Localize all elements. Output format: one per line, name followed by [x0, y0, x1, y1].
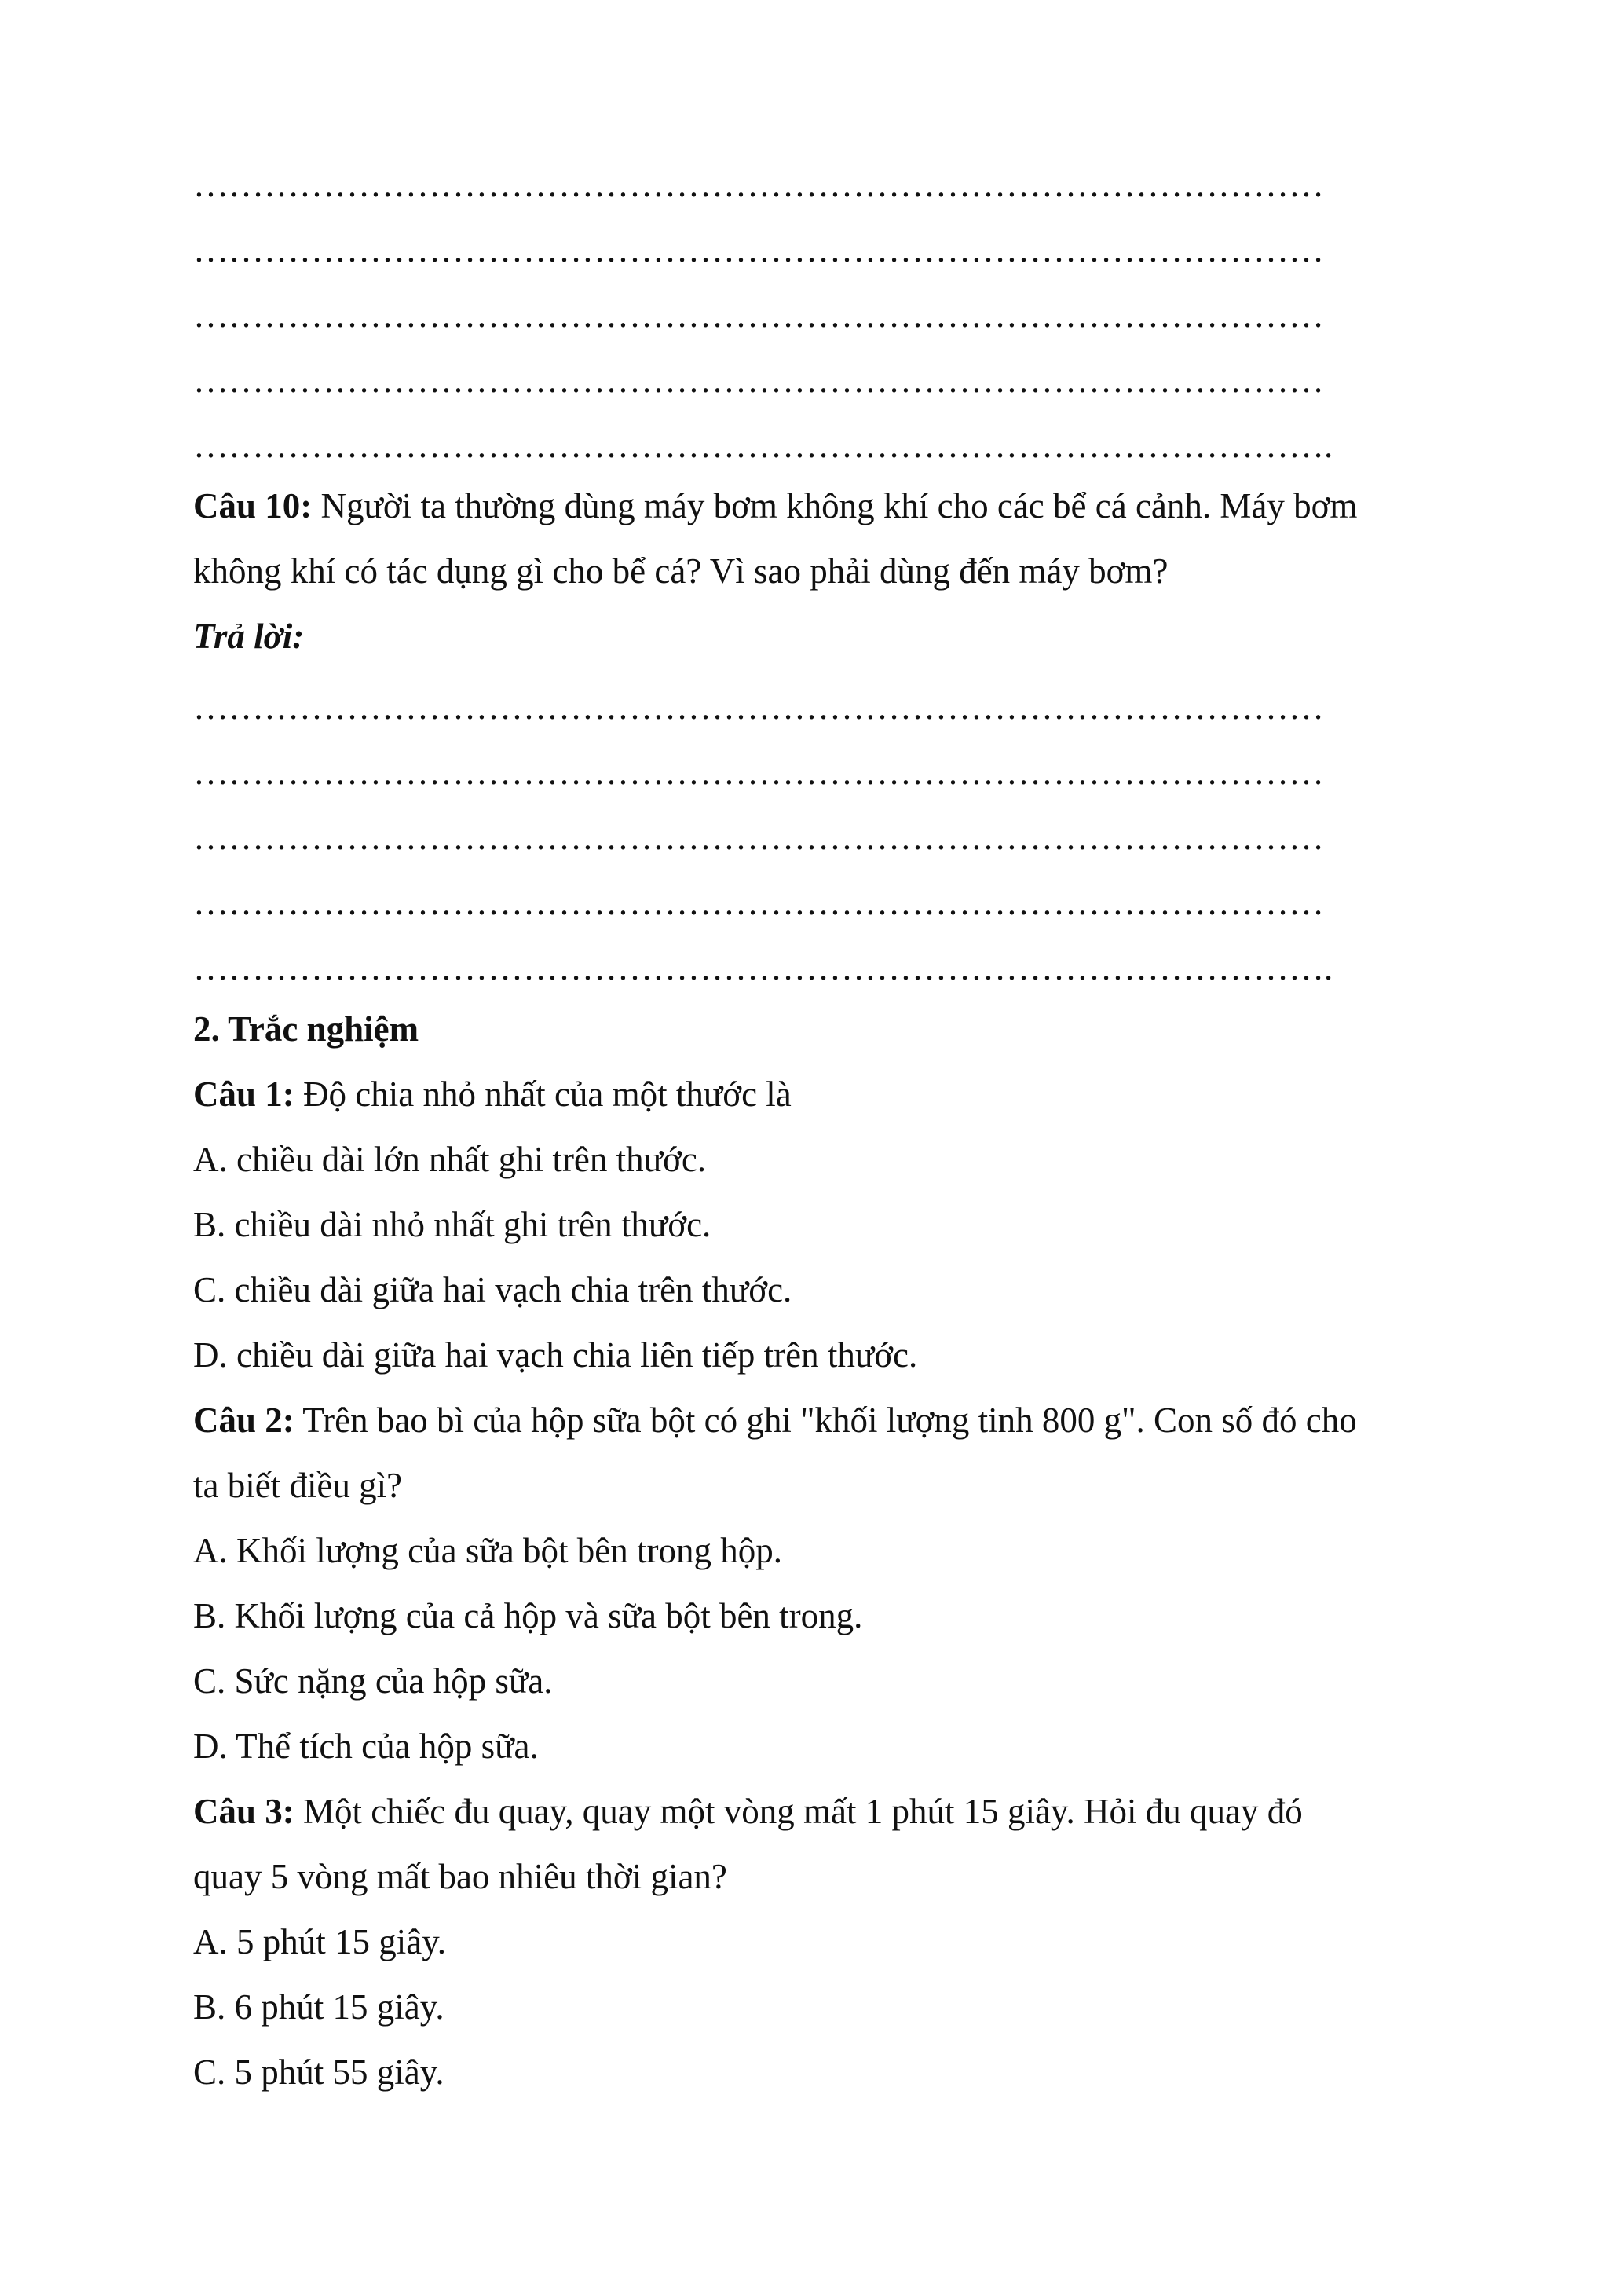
- answer-dotted-line: ……………………………………………………………………………………: [193, 687, 1324, 727]
- question-text: Một chiếc đu quay, quay một vòng mất 1 phút 15 giây. Hỏi đu quay đó: [294, 1792, 1303, 1831]
- mc-option: C. 5 phút 55 giây.: [193, 2052, 444, 2092]
- mc-option: A. Khối lượng của sữa bột bên trong hộp.: [193, 1531, 782, 1570]
- mc-option: A. 5 phút 15 giây.: [193, 1922, 447, 1961]
- question-text-line2: ta biết điều gì?: [193, 1466, 403, 1505]
- answer-dotted-line: ……………………………………………………………………………………: [193, 165, 1324, 204]
- section-title: 2. Trắc nghiệm: [193, 1009, 419, 1049]
- question-text: Trên bao bì của hộp sữa bột có ghi "khối lượng tinh 800 g". Con số đó cho: [294, 1401, 1357, 1440]
- mc-option: D. Thể tích của hộp sữa.: [193, 1727, 539, 1766]
- answer-dotted-line: ……………………………………………………………………………………: [193, 361, 1324, 400]
- question-text: Người ta thường dùng máy bơm không khí cho các bể cá cảnh. Máy bơm: [312, 486, 1358, 525]
- question-label: Câu 10:: [193, 486, 313, 525]
- mc-question-1: [193, 1071, 1465, 1118]
- mc-option: B. 6 phút 15 giây.: [193, 1987, 444, 2027]
- answer-dotted-line: ……………………………………………………………………………………: [193, 883, 1324, 922]
- mc-option: B. Khối lượng của cả hộp và sữa bột bên trong.: [193, 1596, 863, 1635]
- answer-dotted-line: ……………………………………………………………………………………: [193, 753, 1324, 792]
- question-10: [193, 482, 1465, 529]
- question-text-line2: quay 5 vòng mất bao nhiêu thời gian?: [193, 1857, 727, 1896]
- question-label: Câu 2:: [193, 1401, 294, 1440]
- answer-dotted-line: ……………………………………………………………………………………: [193, 230, 1324, 269]
- mc-question-3: [193, 1788, 1465, 1835]
- mc-option: C. Sức nặng của hộp sữa.: [193, 1661, 553, 1701]
- question-label: Câu 3:: [193, 1792, 294, 1831]
- answer-label: Trả lời:: [193, 617, 305, 656]
- mc-question-2: [193, 1397, 1465, 1444]
- answer-dotted-line: …………………………………………………………………………………….: [193, 426, 1333, 465]
- answer-dotted-line: ……………………………………………………………………………………: [193, 295, 1324, 335]
- mc-option: A. chiều dài lớn nhất ghi trên thước.: [193, 1140, 707, 1179]
- mc-option: C. chiều dài giữa hai vạch chia trên thước.: [193, 1270, 792, 1309]
- answer-dotted-line: ……………………………………………………………………………………: [193, 818, 1324, 857]
- question-label: Câu 1:: [193, 1075, 294, 1114]
- mc-option: D. chiều dài giữa hai vạch chia liên tiếp trên thước.: [193, 1335, 918, 1375]
- question-10-line2: không khí có tác dụng gì cho bể cá? Vì sao phải dùng đến máy bơm?: [193, 551, 1169, 591]
- question-text: Độ chia nhỏ nhất của một thước là: [294, 1075, 792, 1114]
- answer-dotted-line: …………………………………………………………………………………….: [193, 948, 1333, 987]
- mc-option: B. chiều dài nhỏ nhất ghi trên thước.: [193, 1205, 711, 1244]
